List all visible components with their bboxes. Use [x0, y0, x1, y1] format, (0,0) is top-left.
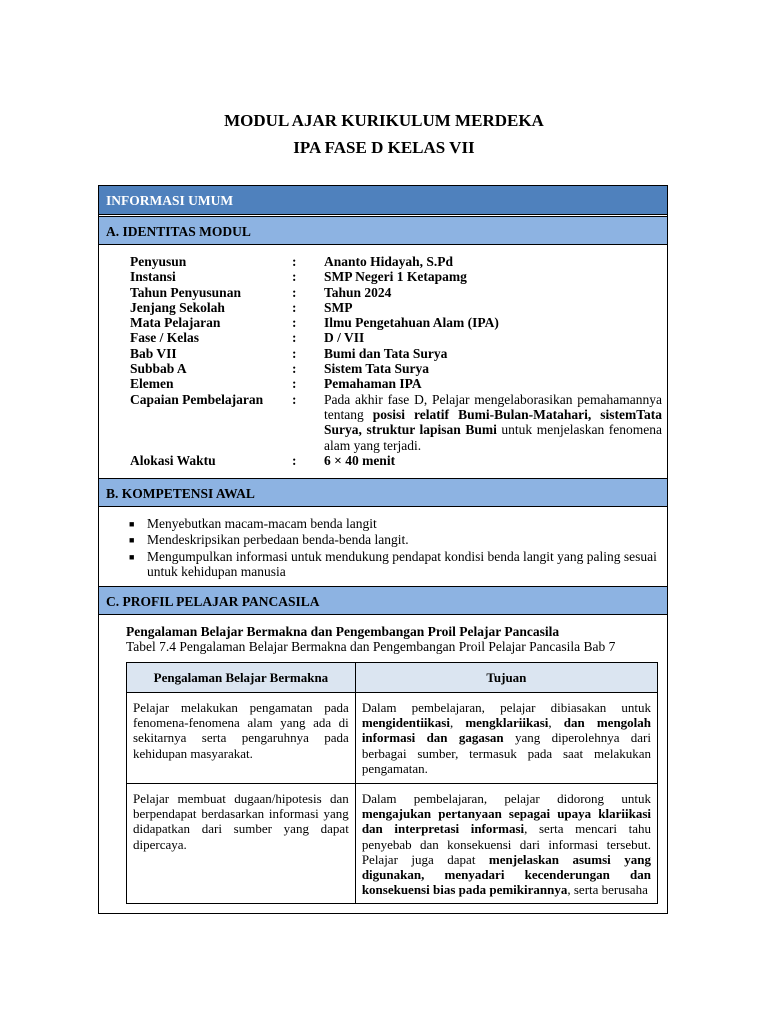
bullet-icon: ■ [129, 535, 135, 546]
table-cell-tujuan [355, 693, 657, 784]
identity-value: Ananto Hidayah, S.Pd [324, 254, 454, 269]
cell-bold: dan mengolah informasi dan gagasan [361, 715, 652, 746]
module-frame [98, 185, 668, 914]
identity-key: Mata Pelajaran [130, 315, 221, 331]
list-item-text: Mendeskripsikan perbedaan benda-benda langit. [147, 532, 409, 548]
section-kompetensi-awal: B. KOMPETENSI AWAL [99, 478, 667, 507]
capaian-key: Capaian Pembelajaran [130, 391, 264, 407]
identity-row [130, 361, 663, 376]
capaian-row [130, 392, 663, 453]
identity-value: Pemahaman IPA [324, 376, 422, 392]
colon: : [292, 315, 297, 331]
table-header-pengalaman: Pengalaman Belajar Bermakna [127, 663, 356, 693]
section-informasi-umum: INFORMASI UMUM [99, 186, 667, 215]
identity-row [130, 285, 663, 300]
identity-key: Instansi [130, 269, 176, 285]
cell-bold: menjelaskan asumsi yang digunakan, menyadari kecenderungan dan konsekuensi bias pada pemikirannya [361, 851, 651, 898]
cell-text: , [548, 715, 564, 731]
identity-value: D / VII [324, 330, 365, 346]
table-row [127, 784, 658, 904]
colon: : [292, 284, 297, 300]
alokasi-row [130, 453, 663, 468]
identity-value: Sistem Tata Surya [324, 361, 430, 377]
identity-row [130, 315, 663, 330]
cell-bold: mengidentiikasi [361, 715, 450, 731]
alokasi-key: Alokasi Waktu [130, 452, 216, 468]
identity-key: Tahun Penyusunan [130, 284, 241, 300]
cell-text: , serta mencari tahu penyebab dan konsekuensi dari informasi tersebut. Pelajar juga dapat [361, 821, 651, 867]
document-title-line2: IPA FASE D KELAS VII [293, 138, 475, 157]
colon: : [292, 330, 297, 346]
cell-bold: mengajukan pertanyaan sepagai upaya klariikasi dan interpretasi informasi [361, 806, 651, 837]
table-cell-pengalaman: Pelajar membuat dugaan/hipotesis dan berpendapat berdasarkan informasi yang didapatkan dari sumber yang dapat dipercaya. [127, 784, 356, 904]
capaian-text-2: untuk menjelaskan fenomena alam yang terjadi. [324, 422, 662, 453]
colon: : [292, 269, 297, 285]
colon: : [292, 376, 297, 392]
alokasi-value: 6 × 40 menit [324, 452, 396, 468]
cell-text: , serta berusaha [567, 882, 648, 898]
identity-value: SMP [324, 299, 353, 315]
identity-value: Tahun 2024 [324, 284, 392, 300]
section-profil-pelajar-pancasila: C. PROFIL PELAJAR PANCASILA [99, 586, 667, 615]
identity-key: Fase / Kelas [130, 330, 199, 346]
cell-text: , [449, 715, 466, 731]
identity-row [130, 346, 663, 361]
cell-bold: mengklariikasi [465, 715, 549, 731]
colon: : [292, 391, 297, 407]
identity-row [130, 269, 663, 284]
identity-key: Jenjang Sekolah [130, 299, 225, 315]
list-item-text: Mengumpulkan informasi untuk mendukung pendapat kondisi benda langit yang paling sesuai untuk kehidupan manusia [147, 548, 657, 579]
identity-key: Subbab A [130, 361, 187, 377]
bullet-icon: ■ [129, 519, 135, 529]
cell-text: Dalam pembelajaran, pelajar dibiasakan untuk [361, 700, 651, 715]
table-header-tujuan: Tujuan [355, 663, 657, 693]
capaian-text-1: Pada akhir fase D, Pelajar mengelaborasikan pemahamannya tentang [324, 391, 662, 422]
section-identitas-modul: A. IDENTITAS MODUL [99, 216, 667, 245]
identity-value: Bumi dan Tata Surya [324, 345, 448, 361]
bullet-icon: ■ [129, 551, 135, 562]
identity-value: SMP Negeri 1 Ketapamg [324, 269, 467, 285]
cell-text: Dalam pembelajaran, pelajar didorong untuk [361, 791, 651, 806]
profil-table [126, 662, 658, 904]
colon: : [292, 345, 297, 361]
cell-text: yang diperolehnya dari berbagai sumber, termasuk pada saat melakukan pengamatan. [361, 730, 651, 776]
identity-row [130, 254, 663, 269]
colon: : [292, 361, 297, 377]
colon: : [292, 254, 297, 269]
capaian-bold: posisi relatif Bumi-Bulan-Matahari, sistemTata Surya, struktur lapisan Bumi [324, 406, 662, 438]
identity-list [130, 254, 663, 468]
profil-heading: Pengalaman Belajar Bermakna dan Pengembangan Proil Pelajar Pancasila [126, 624, 560, 639]
table-row [127, 693, 658, 784]
kompetensi-list [129, 516, 659, 579]
colon: : [292, 452, 297, 468]
identity-row [130, 330, 663, 345]
table-cell-tujuan [355, 784, 657, 904]
table-header-row [127, 663, 658, 693]
document-title-line1: MODUL AJAR KURIKULUM MERDEKA [224, 111, 544, 130]
identity-row [130, 300, 663, 315]
identity-key: Penyusun [130, 254, 187, 269]
list-item [129, 532, 659, 548]
list-item [129, 516, 659, 532]
colon: : [292, 299, 297, 315]
list-item [129, 549, 659, 580]
identity-row [130, 376, 663, 391]
table-cell-pengalaman: Pelajar melakukan pengamatan pada fenomena-fenomena alam yang ada di sekitarnya serta pengaruhnya pada kehidupan masyarakat. [127, 693, 356, 784]
list-item-text: Menyebutkan macam-macam benda langit [147, 516, 377, 531]
capaian-value [324, 392, 662, 453]
table-caption: Tabel 7.4 Pengalaman Belajar Bermakna dan Pengembangan Proil Pelajar Pancasila Bab 7 [126, 639, 616, 654]
identity-key: Bab VII [130, 345, 177, 361]
identity-value: Ilmu Pengetahuan Alam (IPA) [324, 315, 499, 331]
identity-key: Elemen [130, 376, 174, 392]
